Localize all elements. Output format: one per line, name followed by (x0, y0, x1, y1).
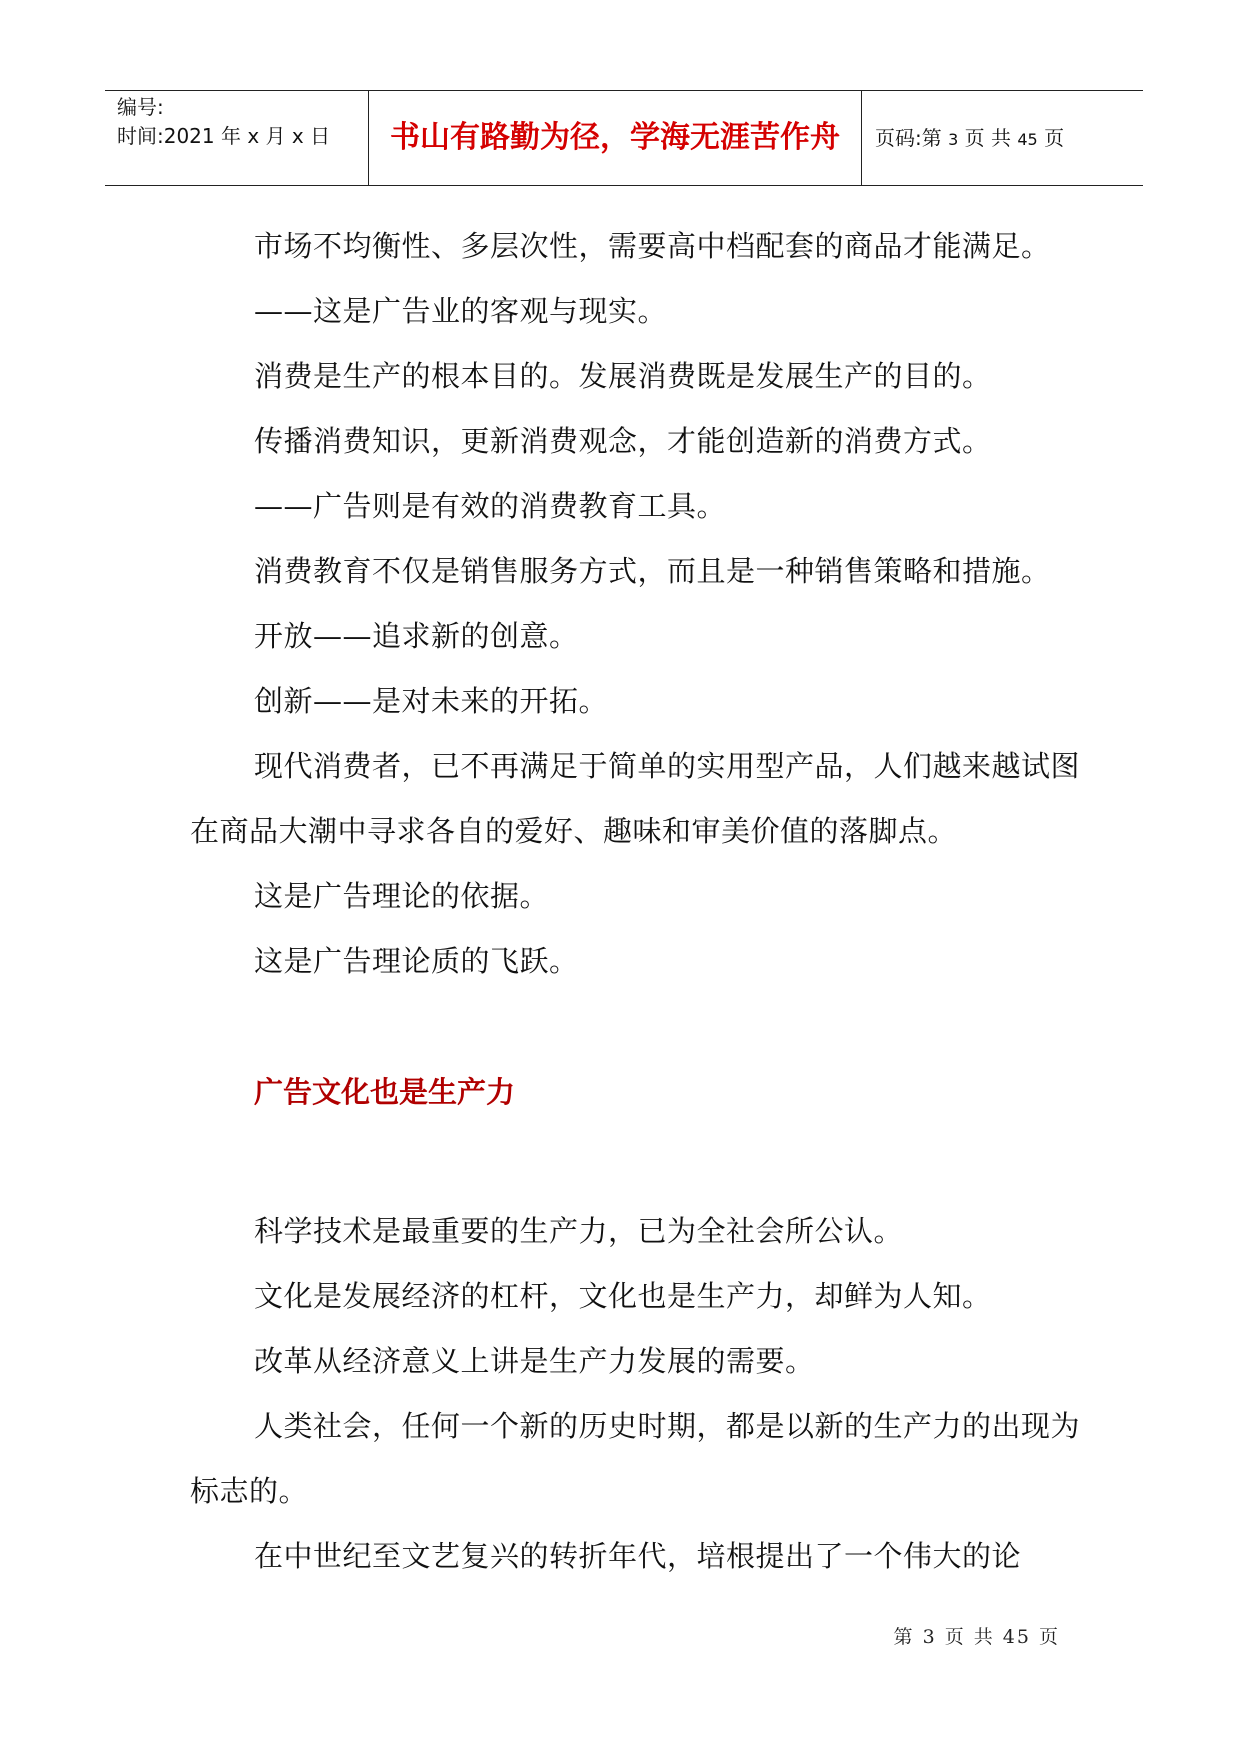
spacer (190, 994, 1080, 1060)
page-total-number: 45 (1017, 130, 1038, 149)
paragraph: ——广告则是有效的消费教育工具。 (254, 489, 727, 523)
paragraph: 这是广告理论的依据。 (254, 879, 550, 913)
paragraph: 人类社会，任何一个新的历史时期，都是以新的生产力的出现为标志的。 (190, 1409, 1081, 1508)
paragraph: 文化是发展经济的杠杆，文化也是生产力，却鲜为人知。 (254, 1279, 992, 1313)
page-footer: 第 3 页 共 45 页 (893, 1626, 1060, 1648)
paragraph: 在中世纪至文艺复兴的转折年代，培根提出了一个伟大的论 (254, 1539, 1022, 1573)
paragraph: 科学技术是最重要的生产力，已为全社会所公认。 (254, 1214, 904, 1248)
page-current-number: 3 (948, 130, 959, 149)
document-time-label: 时间:2021 年 x 月 x 日 (117, 124, 331, 148)
document-number-label: 编号: (117, 95, 164, 119)
paragraph: ——这是广告业的客观与现实。 (254, 294, 668, 328)
paragraph: 市场不均衡性、多层次性，需要高中档配套的商品才能满足。 (254, 229, 1051, 263)
paragraph: 改革从经济意义上讲是生产力发展的需要。 (254, 1344, 815, 1378)
paragraph: 现代消费者，已不再满足于简单的实用型产品，人们越来越试图在商品大潮中寻求各自的爱好、趣味和审美价值的落脚点。 (190, 749, 1081, 848)
document-body (190, 214, 1080, 1589)
paragraph: 这是广告理论质的飞跃。 (254, 944, 579, 978)
paragraph: 创新——是对未来的开拓。 (254, 684, 609, 718)
section-heading: 广告文化也是生产力 (254, 1075, 516, 1109)
paragraph: 消费是生产的根本目的。发展消费既是发展生产的目的。 (254, 359, 992, 393)
header-meta (117, 93, 367, 151)
page-code-suffix: 页 (1044, 126, 1065, 150)
header-page-code (875, 91, 1064, 185)
page-code-prefix: 页码:第 (875, 126, 942, 150)
paragraph: 传播消费知识，更新消费观念，才能创造新的消费方式。 (254, 424, 992, 458)
paragraph: 消费教育不仅是销售服务方式，而且是一种销售策略和措施。 (254, 554, 1051, 588)
header-motto: 书山有路勤为径，学海无涯苦作舟 (390, 120, 840, 155)
spacer (190, 1125, 1080, 1199)
paragraph: 开放——追求新的创意。 (254, 619, 579, 653)
page-code-middle: 页 共 (964, 126, 1012, 150)
page-header (105, 90, 1143, 186)
header-divider (861, 91, 862, 185)
